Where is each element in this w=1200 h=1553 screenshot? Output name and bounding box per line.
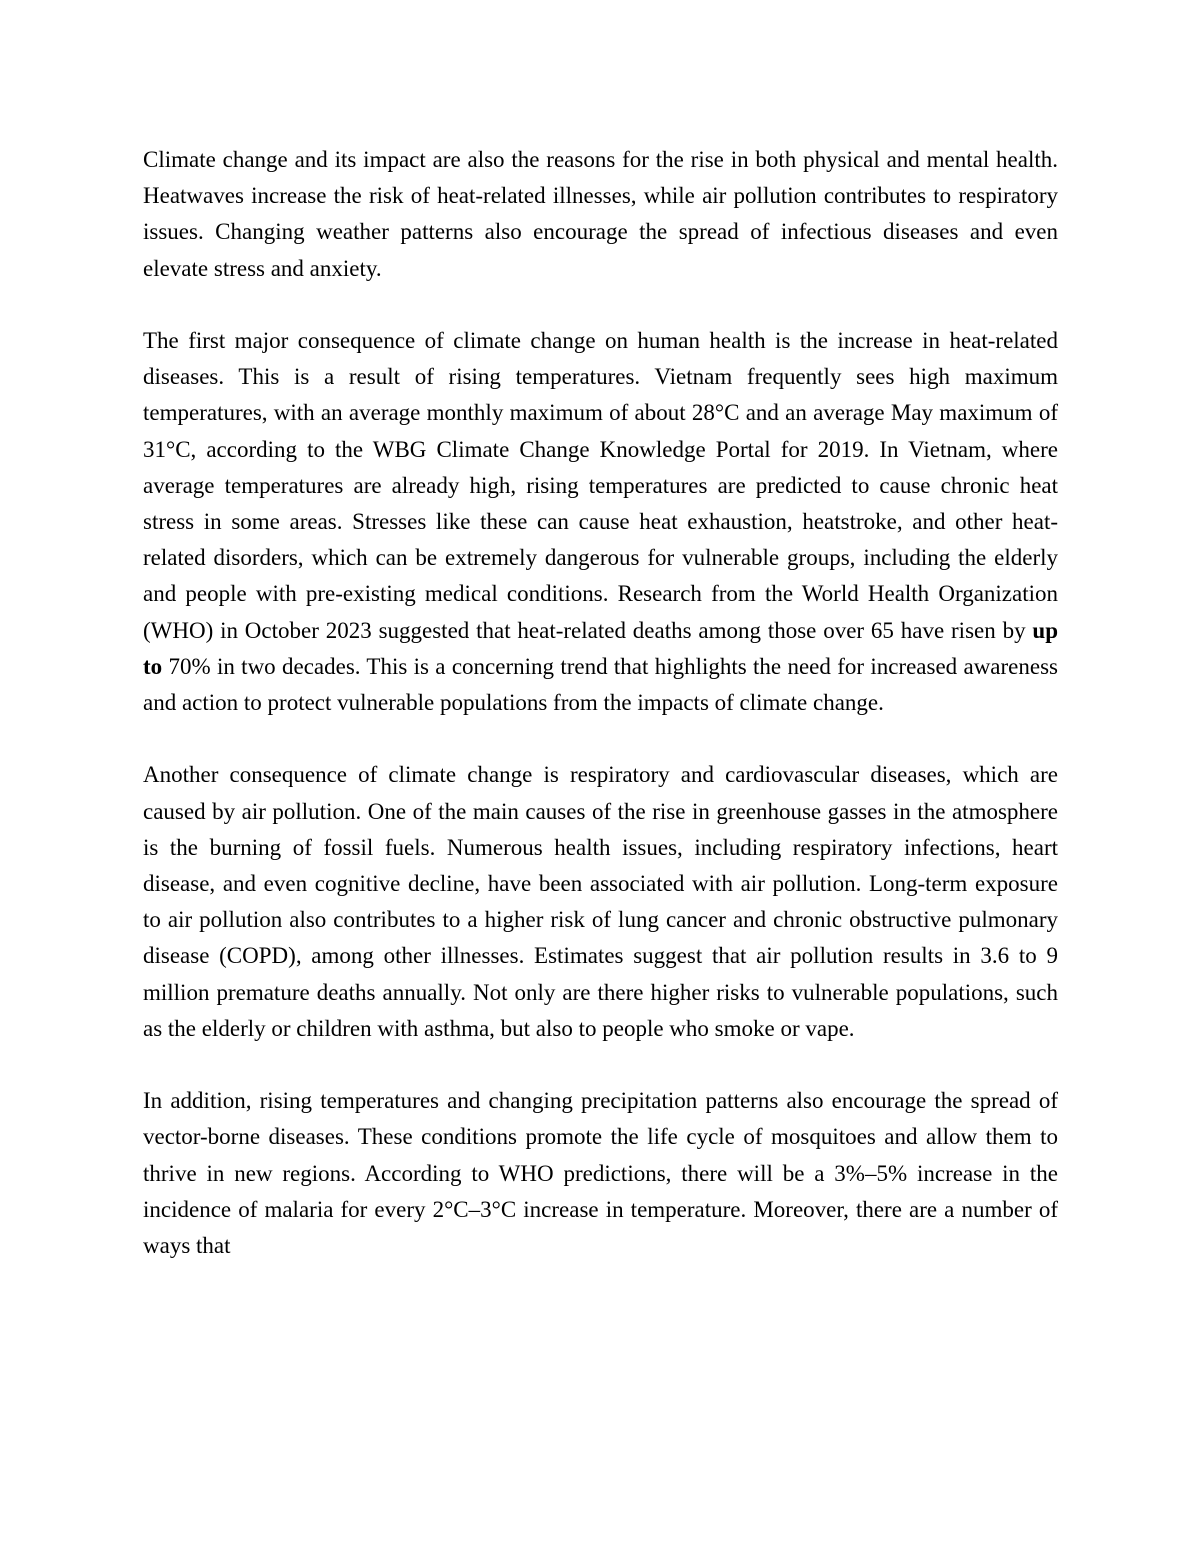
- bold-emphasis: up to: [143, 617, 1058, 679]
- document-page: [143, 142, 1058, 1264]
- paragraph-respiratory-diseases: Another consequence of climate change is respiratory and cardiovascular diseases, which are caused by air pollution. One of the main causes of the rise in greenhouse gasses in the atmosphere is the burning of fossil fuels. Numerous health issues, including respiratory infections, heart disease, and even cognitive decline, have been associated with air pollution. Long-term exposure to air pollution also contributes to a higher risk of lung cancer and chronic obstructive pulmonary disease (COPD), among other illnesses. Estimates suggest that air pollution results in 3.6 to 9 million premature deaths annually. Not only are there higher risks to vulnerable populations, such as the elderly or children with asthma, but also to people who smoke or vape.: [143, 762, 1058, 1041]
- paragraph-text: The first major consequence of climate change on human health is the increase in heat-related diseases. This is a result of rising temperatures. Vietnam frequently sees high maximum temperatures, with an average monthly maximum of about 28°C and an average May maximum of 31°C, according to the WBG Climate Change Knowledge Portal for 2019. In Vietnam, where average temperatures are already high, rising temperatures are predicted to cause chronic heat stress in some areas. Stresses like these can cause heat exhaustion, heatstroke, and other heat-related disorders, which can be extremely dangerous for vulnerable groups, including the elderly and people with pre-existing medical conditions. Research from the World Health Organization (WHO) in October 2023 suggested that heat-related deaths among those over 65 have risen by: [143, 328, 1058, 643]
- paragraph-vector-borne-diseases: In addition, rising temperatures and changing precipitation patterns also encourage the spread of vector-borne diseases. These conditions promote the life cycle of mosquitoes and allow them to thrive in new regions. According to WHO predictions, there will be a 3%–5% increase in the incidence of malaria for every 2°C–3°C increase in temperature. Moreover, there are a number of ways that: [143, 1088, 1058, 1259]
- paragraph-text: 70% in two decades. This is a concerning trend that highlights the need for increased awareness and action to protect vulnerable populations from the impacts of climate change.: [143, 653, 1058, 716]
- paragraph-intro: Climate change and its impact are also the reasons for the rise in both physical and mental health. Heatwaves increase the risk of heat-related illnesses, while air pollution contributes to respiratory issues. Changing weather patterns also encourage the spread of infectious diseases and even elevate stress and anxiety.: [143, 147, 1058, 281]
- paragraph-heat-related-diseases: [143, 323, 1058, 721]
